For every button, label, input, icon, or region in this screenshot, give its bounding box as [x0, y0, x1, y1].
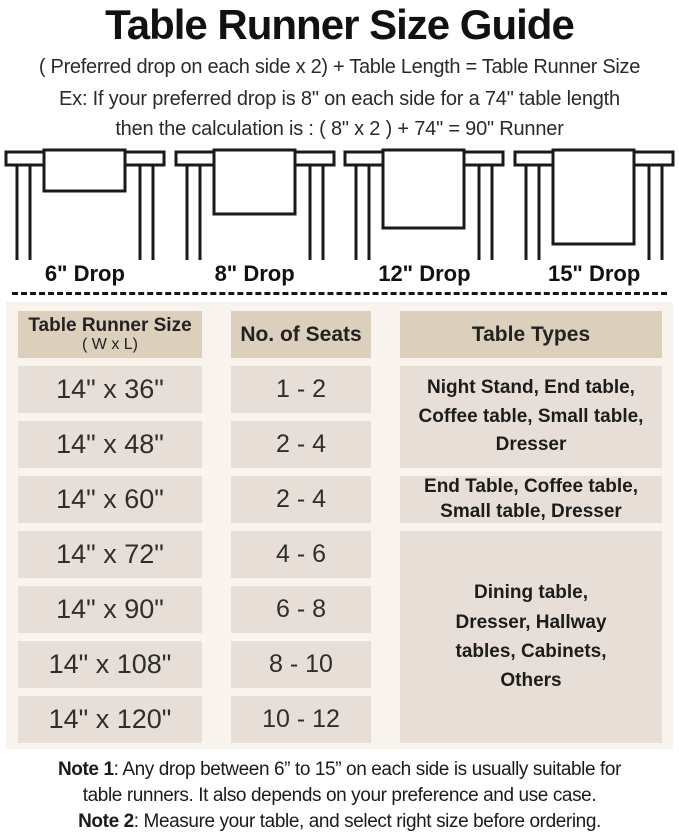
column-header-runner-size-title: Table Runner Size: [28, 315, 192, 336]
seats-cell: 4 - 6: [231, 531, 371, 578]
note-2-line: [0, 809, 679, 835]
drop-label-15: 15" Drop: [547, 261, 641, 286]
table-runner-size-guide: [0, 1, 679, 832]
size-cell: 14" x 48": [18, 421, 202, 468]
seats-cell: 2 - 4: [231, 421, 371, 468]
table-runner-6-drop-icon: [2, 148, 168, 260]
drop-label-8: 8" Drop: [214, 261, 295, 286]
column-header-table-types: Table Types: [400, 311, 662, 358]
size-cell: 14" x 72": [18, 531, 202, 578]
table-types-cell-dining-tables: Dining table, Dresser, Hallway tables, Cabinets, Others: [400, 531, 662, 743]
notes-section: [0, 757, 679, 835]
page-title: Table Runner Size Guide: [105, 1, 574, 48]
note-2-label: Note 2: [78, 811, 134, 832]
dashed-divider: [12, 292, 667, 295]
seats-cell: 6 - 8: [231, 586, 371, 633]
drop-labels-row: [0, 261, 679, 287]
drop-label-6: 6" Drop: [44, 261, 125, 286]
drop-6-illustration: [0, 148, 170, 260]
size-cell: 14" x 120": [18, 696, 202, 743]
example-line-2: then the calculation is : ( 8" x 2 ) + 74" = 90" Runner: [115, 118, 564, 140]
note-1-text: : Any drop between 6” to 15” on each side is usually suitable for: [113, 759, 622, 780]
seats-cell: 1 - 2: [231, 366, 371, 413]
seats-cell: 8 - 10: [231, 641, 371, 688]
note-1-line-1: [0, 757, 679, 783]
table-types-cell-small-tables: Night Stand, End table, Coffee table, Small table, Dresser: [400, 366, 662, 468]
drop-12-illustration: [340, 148, 510, 260]
size-guide-table: [6, 302, 673, 749]
formula-text: ( Preferred drop on each side x 2) + Table Length = Table Runner Size: [38, 56, 641, 78]
drop-8-illustration: [170, 148, 340, 260]
size-cell: 14" x 108": [18, 641, 202, 688]
table-runner-15-drop-icon: [511, 148, 677, 260]
table-runner-12-drop-icon: [341, 148, 507, 260]
size-cell: 14" x 90": [18, 586, 202, 633]
drop-illustrations: [0, 148, 679, 260]
seats-cell: 2 - 4: [231, 476, 371, 523]
table-types-cell-end-tables: End Table, Coffee table, Small table, Dresser: [400, 476, 662, 523]
example-line-1: Ex: If your preferred drop is 8" on each side for a 74" table length: [59, 88, 620, 110]
size-cell: 14" x 36": [18, 366, 202, 413]
note-1-line-2: table runners. It also depends on your preference and use case.: [82, 785, 597, 806]
column-header-runner-size: [18, 311, 202, 358]
note-2-text: : Measure your table, and select right size before ordering.: [133, 811, 601, 832]
table-runner-8-drop-icon: [172, 148, 338, 260]
note-1-label: Note 1: [57, 759, 114, 780]
column-header-runner-size-sub: ( W x L): [82, 336, 138, 353]
seats-cell: 10 - 12: [231, 696, 371, 743]
drop-15-illustration: [509, 148, 679, 260]
column-header-seats: No. of Seats: [231, 311, 371, 358]
drop-label-12: 12" Drop: [378, 261, 471, 286]
size-cell: 14" x 60": [18, 476, 202, 523]
